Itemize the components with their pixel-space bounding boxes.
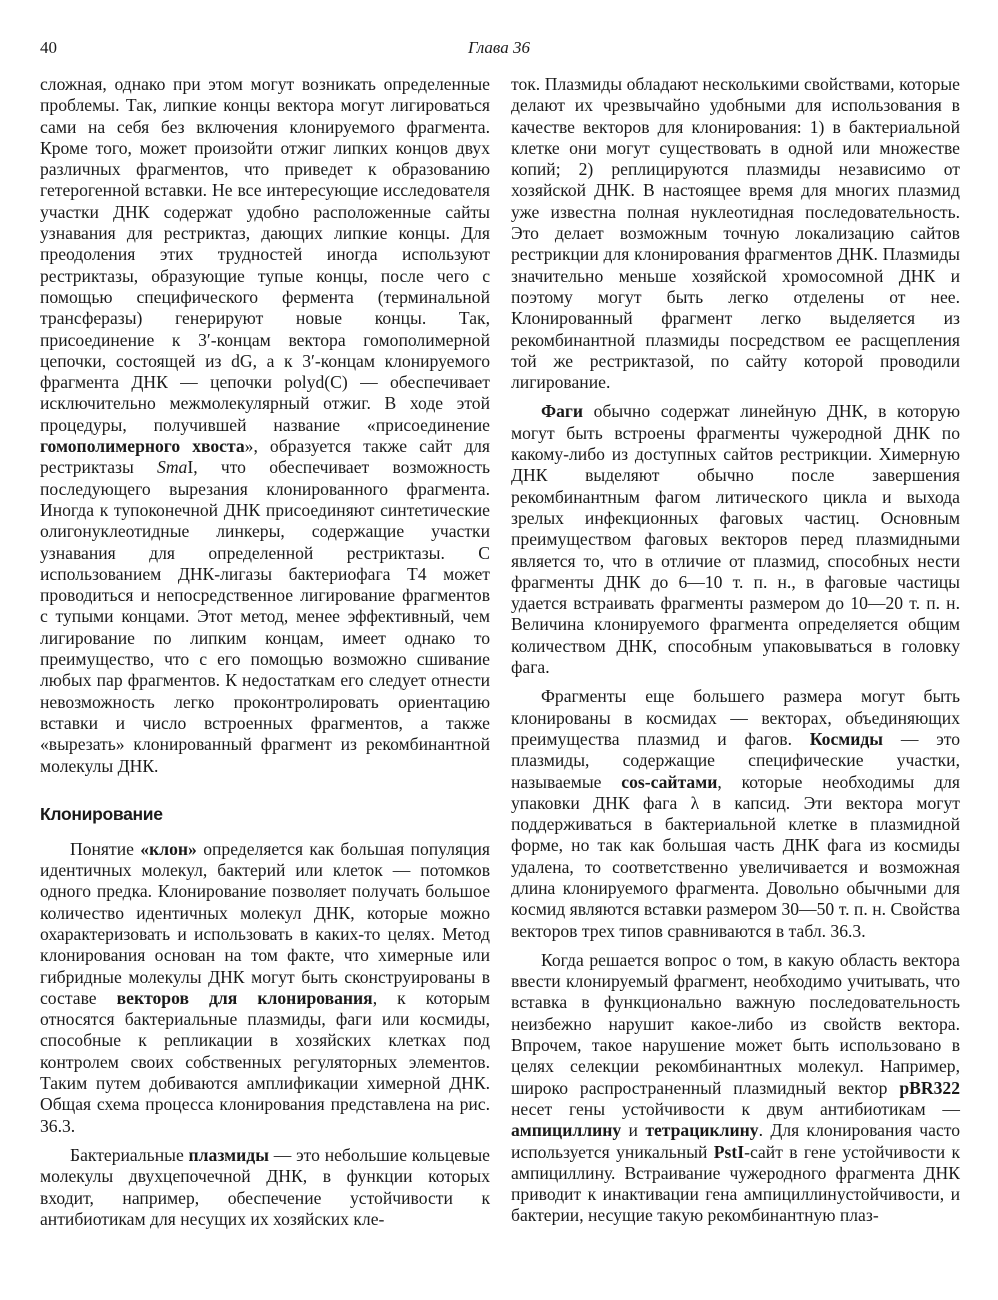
paragraph-insertion-selection: Когда решается вопрос о том, в какую область вектора ввести клонируемый фрагмент, необходимо учитывать, что вставка в функционально важную последовательность неизбежно нарушит какое-либо из свойств вектора. Впрочем, такое нарушение может быть использовано в целях селекции рекомбинантных молекул. Например, широко распространенный плазмидный вектор pBR322 несет гены устойчивости к двум антибиотикам — ампициллину и тетрациклину. Для клонирования часто используется уникальный PstI-сайт в гене устойчивости к ампициллину. Встраивание чужеродного фрагмента ДНК приводит к инактивации гена ампициллинустойчивости, и бактерии, несущие такую рекомбинантную плаз- — [511, 949, 961, 1226]
bold-term-cosmids: Космиды — [809, 728, 884, 749]
bold-term-clone: «клон» — [140, 838, 197, 859]
section-heading-cloning: Клонирование — [40, 803, 163, 824]
bold-term-ampicillin: ампициллину — [511, 1120, 622, 1141]
paragraph-restriction-ends: сложная, однако при этом могут возникать определенные проблемы. Так, липкие концы вектора могут лигироваться сами на себя без включения клонируемого фрагмента. Кроме того, может произойти отжиг липких концов двух различных фрагментов, что приведет к образованию гетерогенной вставки. Не все интересующие исследователя участки ДНК содержат удобно расположенные сайты узнавания для рестриктаз, дающих липкие концы. Для преодоления этих трудностей иногда используют рестриктазы, образующие тупые концы, после чего с помощью специфического фермента (терминальной трансферазы) генерируют новые концы. Так, присоединение к 3′-концам вектора гомополимерной цепочки, состоящей из dG, а к 3′-концам клонируемого фрагмента ДНК — цепочки polyd(C) — обеспечивает исключительно межмолекулярный отжиг. В ходе этой процедуры, получившей название «присоединение гомополимерного хвоста», образуется также сайт для рестриктазы SmaI, что обеспечивает возможность последующего вырезания клонированного фрагмента. Иногда к тупоконечной ДНК присоединяют синтетические олигонуклеотидные линкеры, содержащие участки узнавания для определенной рестриктазы. С использованием ДНК-лигазы бактериофага Т4 может проводиться и непосредственное лигирование фрагментов с тупыми концами. Этот метод, менее эффективный, чем лигирование по липким концам, имеет однако то преимущество, что с его помощью возможно сшивание любых пар фрагментов. К недостаткам его следует отнести невозможность легко проконтролировать ориентацию вставки и число встроенных фрагментов, а также «вырезать» клонированный фрагмент из рекомбинантной молекулы ДНК. — [40, 74, 491, 776]
paragraph-phages: Фаги обычно содержат линейную ДНК, в которую могут быть встроены фрагменты чужеродной ДНК по какому-либо из доступных сайтов рестрикции. Химерную ДНК выделяют обычно после завершения рекомбинантным фагом литического цикла и выхода зрелых инфекционных фаговых частиц. Основным преимуществом фаговых векторов перед плазмидными является то, что в отличие от плазмид, способных нести фрагменты ДНК до 6—10 т. п. н., в фаговые частицы удается встраивать фрагменты размером до 10—20 т. п. н. Величина клонируемого фрагмента определяется общим количеством ДНК, способным упаковываться в головку фага. — [511, 401, 960, 678]
bold-term-plasmids: плазмиды — [188, 1144, 269, 1165]
italic-term-sma: Sma — [157, 457, 188, 478]
paragraph-plasmids: Бактериальные плазмиды — это небольшие кольцевые молекулы двухцепочечной ДНК, в функции которых входит, например, обеспечение устойчивости к антибиотикам для несущих их хозяйских кле- — [40, 1144, 490, 1229]
page-header — [0, 38, 998, 64]
paragraph-clone-definition: Понятие «клон» определяется как большая популяция идентичных молекул, бактерий или клеток — потомков одного предка. Клонирование позволяет получать большое количество идентичных молекул ДНК, которые можно охарактеризовать и использовать в каких-то целях. Метод клонирования основан на том факте, что химерные или гибридные молекулы ДНК могут быть сконструированы в составе векторов для клонирования, к которым относятся бактериальные плазмиды, фаги или космиды, способные к репликации в хозяйских клетках под контролем своих собственных регуляторных элементов. Таким путем добиваются амплификации химерной ДНК. Общая схема процесса клонирования представлена на рис. 36.3. — [40, 838, 491, 1136]
bold-term-pbr322: pBR322 — [899, 1077, 960, 1098]
page-number: 40 — [40, 38, 57, 57]
paragraph-cosmids: Фрагменты еще большего размера могут быть клонированы в космидах — векторах, объединяющих преимущества плазмид и фагов. Космиды — это плазмиды, содержащие специфические участки, называемые cos-сайтами, которые необходимы для упаковки ДНК фага λ в капсид. Эти вектора могут поддерживаться в бактериальной клетке в плазмидной форме, но так как большая часть ДНК фага из космиды удалена, то соответственно увеличивается и возможная длина клонируемого фрагмента. Довольно обычными для космид являются вставки размером 30—50 т. п. н. Свойства векторов трех типов сравниваются в табл. 36.3. — [511, 686, 961, 941]
bold-term-homopolymer-tail: гомополимерного хвоста — [40, 436, 245, 457]
bold-term-psti: PstI — [713, 1141, 745, 1162]
left-column — [40, 74, 490, 1230]
paragraph-plasmid-properties: ток. Плазмиды обладают несколькими свойствами, которые делают их чрезвычайно удобными для использования в качестве векторов для клонирования: 1) в бактериальной клетке они могут существовать в одной или множестве копий; 2) реплицируются плазмиды независимо от хозяйской ДНК. В настоящее время для многих плазмид уже известна полная нуклеотидная последовательность. Это делает возможным точную локализацию сайтов рестрикции для клонирования фрагментов ДНК. Плазмиды значительно меньше хозяйской хромосомной ДНК и поэтому могут быть легко отделены от нее. Клонированный фрагмент легко выделяется из рекомбинантной плазмиды посредством ее расщепления той же рестриктазой, по сайту которой проводили лигирование. — [511, 74, 960, 393]
bold-term-phages: Фаги — [541, 401, 584, 422]
running-head: Глава 36 — [468, 38, 530, 57]
bold-term-cos-sites: cos-сайтами — [621, 771, 718, 792]
right-column — [511, 74, 960, 1227]
bold-term-cloning-vectors: векторов для клонирования — [116, 987, 373, 1008]
bold-term-tetracycline: тетрациклину — [645, 1120, 759, 1141]
